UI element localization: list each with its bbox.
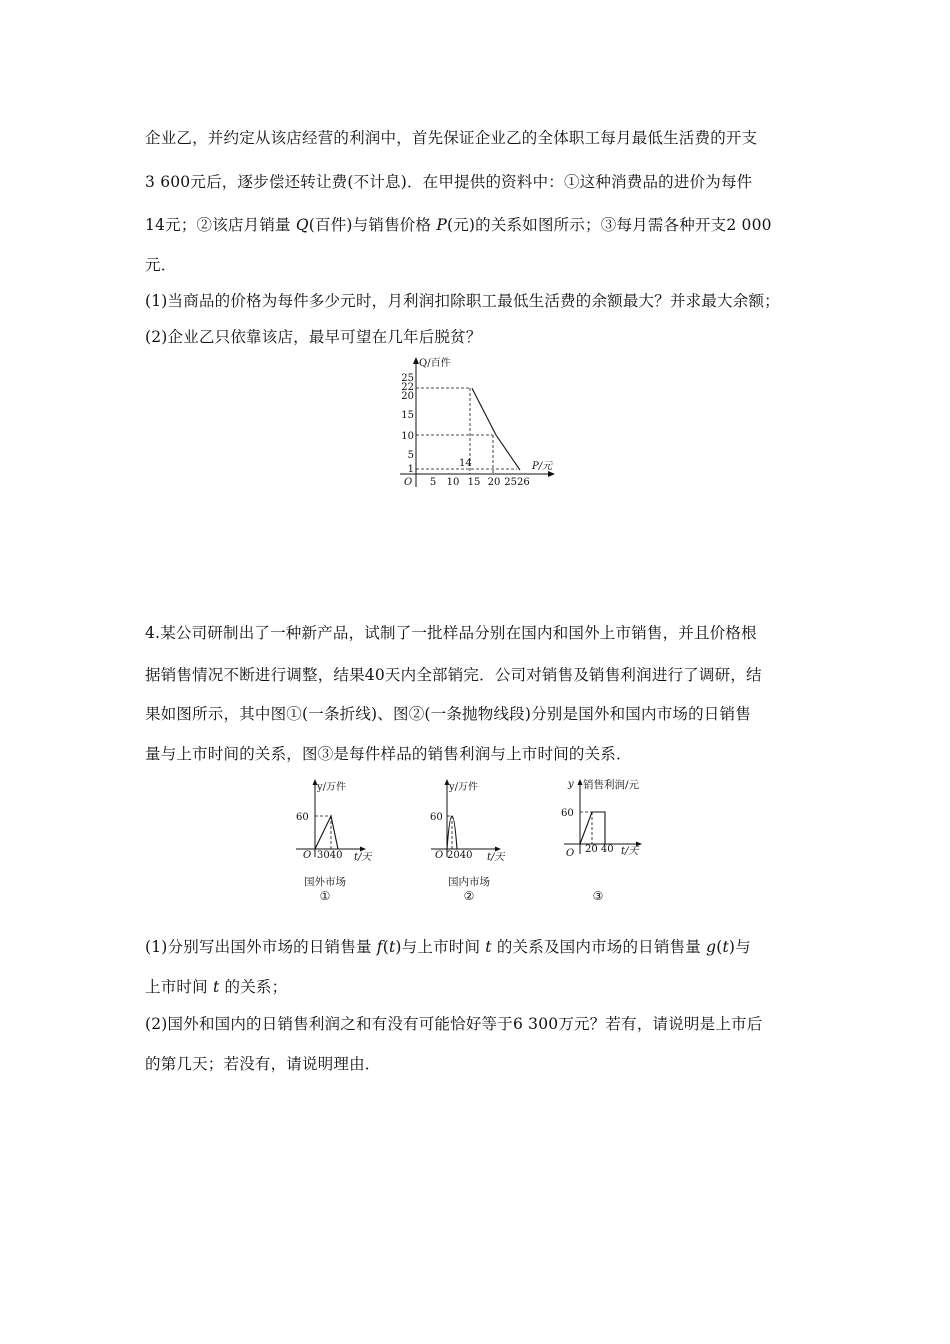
x-tick-15: 15	[467, 477, 481, 488]
origin-label: O	[404, 477, 413, 488]
annotation-14: 14	[459, 458, 472, 469]
y-tick-22: 22	[401, 382, 414, 393]
chart-number: ①	[319, 889, 331, 902]
problem3-line-3	[145, 213, 772, 235]
x-ticks: 2040	[447, 850, 473, 861]
variable-t: t	[388, 938, 396, 956]
y-tick-5: 5	[407, 450, 414, 461]
text-part: 的关系；	[219, 978, 288, 996]
variable-t: t	[485, 938, 492, 956]
chart-caption: 国内市场	[448, 876, 490, 888]
text-part: 14元；②该店月销量	[145, 216, 296, 234]
text-part: (	[716, 938, 723, 956]
problem4-line-3: 果如图所示，其中图①(一条折线)、图②(一条抛物线段)分别是国外和国内市场的日销售	[145, 705, 751, 723]
problem4-line-2: 据销售情况不断进行调整，结果40天内全部销完．公司对销售及销售利润进行了调研，结	[145, 666, 762, 684]
chart-title: 销售利润/元	[583, 779, 640, 791]
x-ticks: 3040	[317, 850, 343, 861]
origin-label: O	[435, 850, 444, 861]
problem4-question-2-line-1: (2)国外和国内的日销售利润之和有没有可能恰好等于6 300万元？若有，请说明是上市后	[145, 1015, 763, 1033]
y-tick-20: 20	[401, 391, 414, 402]
y-tick-1: 1	[407, 464, 414, 475]
x-tick-2526: 2526	[504, 477, 530, 488]
text-part: (元)的关系如图所示；③每月需各种开支2 000	[446, 216, 772, 234]
chart-domestic-market	[425, 772, 521, 902]
problem3-line-2: 3 600元后，逐步偿还转让费(不计息)．在甲提供的资料中：①这种消费品的进价为每件	[145, 173, 753, 191]
problem3-line-4: 元．	[145, 256, 177, 274]
text-part: (百件)与销售价格	[308, 216, 437, 234]
text-part: (	[382, 938, 389, 956]
y-axis-label: y/万件	[449, 782, 479, 793]
problem4-line-4: 量与上市时间的关系，图③是每件样品的销售利润与上市时间的关系．	[145, 745, 632, 763]
problem3-question-2: (2)企业乙只依靠该店，最早可望在几年后脱贫？	[145, 328, 482, 346]
variable-q: Q	[295, 216, 309, 234]
figure-q-vs-p	[395, 352, 560, 494]
origin-label: O	[566, 848, 575, 859]
chart-profit-per-unit	[558, 772, 673, 902]
problem3-question-1: (1)当商品的价格为每件多少元时，月利润扣除职工最低生活费的余额最大？并求最大余额；	[145, 292, 780, 310]
y-axis-label: y/万件	[317, 782, 347, 793]
x-axis-label: P/元	[532, 461, 553, 472]
problem4-line-1: 4.某公司研制出了一种新产品，试制了一批样品分别在国内和国外上市销售，并且价格根	[145, 624, 757, 642]
x-tick-5: 5	[429, 477, 437, 488]
chart-caption: 国外市场	[304, 876, 346, 888]
function-g: g	[706, 938, 717, 956]
x-tick-20: 20	[487, 477, 501, 488]
chart-number: ②	[463, 889, 475, 902]
text-part: )与上市时间	[395, 938, 486, 956]
y-axis-label: Q/百件	[419, 358, 451, 369]
chart-foreign-market	[290, 772, 386, 902]
x-tick-10: 10	[446, 477, 460, 488]
y-tick-10: 10	[401, 431, 414, 442]
variable-t: t	[212, 978, 220, 996]
function-f: f	[376, 938, 383, 956]
y-tick-25: 25	[401, 373, 414, 384]
y-tick-60: 60	[561, 808, 574, 819]
text-part: 上市时间	[145, 978, 213, 996]
y-tick-60: 60	[430, 812, 443, 823]
problem4-question-1-line-1	[145, 935, 751, 957]
chart-number: ③	[592, 889, 604, 902]
x-ticks: 20 40	[585, 844, 614, 855]
text-part: )与	[728, 938, 751, 956]
text-part: (1)分别写出国外市场的日销售量	[145, 938, 377, 956]
y-tick-15: 15	[401, 410, 414, 421]
y-axis-label: y	[568, 779, 574, 790]
y-tick-60: 60	[296, 812, 309, 823]
problem4-question-2-line-2: 的第几天；若没有，请说明理由．	[145, 1055, 381, 1073]
x-axis-label: t/天	[621, 846, 639, 857]
variable-p: P	[436, 216, 447, 234]
data-line	[472, 388, 520, 470]
x-axis-label: t/天	[354, 852, 372, 863]
variable-t: t	[722, 938, 729, 956]
text-part: 的关系及国内市场的日销售量	[491, 938, 707, 956]
x-axis-label: t/天	[487, 852, 505, 863]
problem4-question-1-line-2	[145, 975, 287, 997]
foreign-sales-line	[315, 816, 338, 849]
origin-label: O	[303, 850, 312, 861]
problem3-line-1: 企业乙，并约定从该店经营的利润中，首先保证企业乙的全体职工每月最低生活费的开支	[145, 129, 758, 147]
profit-line	[580, 812, 605, 844]
